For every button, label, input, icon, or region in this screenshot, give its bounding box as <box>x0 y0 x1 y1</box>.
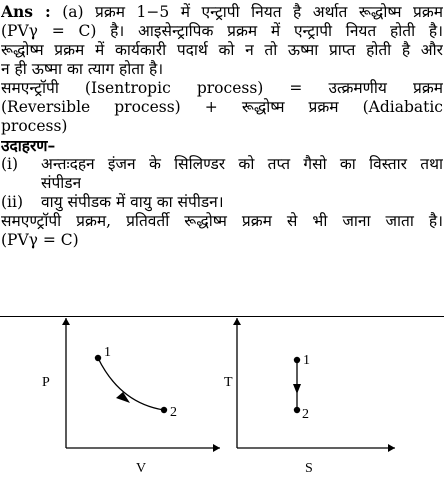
ts-x-label: S <box>305 461 313 476</box>
pv-x-label: V <box>136 461 147 476</box>
pv-point-1-label: 1 <box>104 345 111 360</box>
pv-y-label: P <box>42 375 50 390</box>
answer-line-4: न ही ऊष्मा का त्याग होता है। <box>1 60 164 78</box>
answer-line-3: रूद्धोष्म प्रक्रम में कार्यकारी पदार्थ को न तो ऊष्मा प्राप्त होती है और <box>1 41 443 59</box>
answer-line-6: (Reversible process) + रूद्धोष्म प्रक्रम (Adiabatic <box>1 98 443 116</box>
answer-line-1: Ans : (a) प्रक्रम 1−5 में एन्ट्रापी नियत है अर्थात रूद्धोष्म प्रक्रम <box>1 2 443 21</box>
pv-point-2 <box>161 407 167 413</box>
ts-y-label: T <box>224 375 233 390</box>
ts-diagram <box>205 318 405 484</box>
example-number: (i) <box>1 155 19 173</box>
pv-process-curve <box>98 358 164 410</box>
closing-line-1: समएण्ट्रॉपी प्रक्रम, प्रतिवर्ती रूद्धोष्म प्रक्रम से भी जाना जाता है। <box>1 212 443 230</box>
pv-y-arrow <box>62 318 70 325</box>
example-text: अन्तःदहन इंजन के सिलिण्डर को तप्त गैसो का विस्तार तथा <box>41 155 443 173</box>
ts-point-2 <box>294 407 300 413</box>
example-item-2 <box>1 193 443 212</box>
example-text: वायु संपीडक में वायु का संपीडन। <box>41 193 224 211</box>
example-text: संपीडन <box>41 174 82 192</box>
ts-point-1 <box>294 357 300 363</box>
pv-point-2-label: 2 <box>170 405 177 420</box>
example-item-1 <box>1 155 443 174</box>
pv-plot <box>30 318 230 484</box>
ts-plot <box>205 318 405 484</box>
ts-point-1-label: 1 <box>303 353 310 368</box>
closing-line-2: (PVγ = C) <box>1 231 79 249</box>
ts-direction-arrow <box>293 384 301 394</box>
pv-diagram <box>30 318 230 484</box>
ts-x-arrow <box>388 444 395 452</box>
example-item-1-continued <box>1 174 443 193</box>
answer-line-2: (PVγ = C) है। आइसेन्ट्रापिक प्रक्रम में एन्ट्रापी नियत होती है। <box>1 22 443 40</box>
divider <box>0 316 444 317</box>
ts-y-arrow <box>233 318 241 325</box>
answer-heading: Ans : <box>1 2 51 21</box>
pv-direction-arrow <box>116 392 130 403</box>
answer-line-7: process) <box>1 117 68 135</box>
answer-line-5: समएन्ट्रॉपी (Isentropic process) = उत्क्रमणीय प्रक्रम <box>1 79 443 97</box>
example-number: (ii) <box>1 193 24 211</box>
pv-point-1 <box>95 355 101 361</box>
example-heading: उदाहरण– <box>1 136 56 155</box>
ts-point-2-label: 2 <box>302 407 309 422</box>
